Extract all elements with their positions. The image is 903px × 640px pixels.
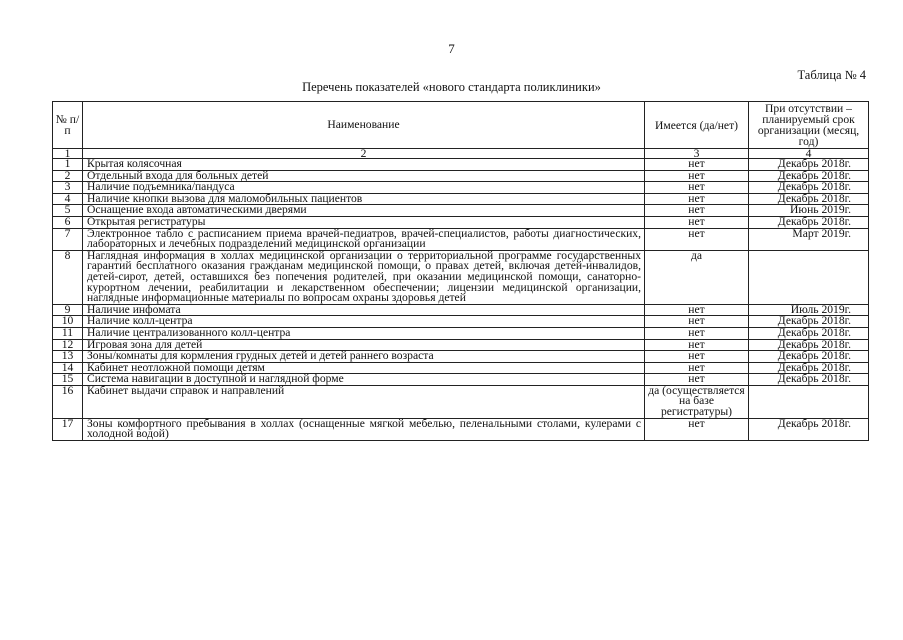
row-planned-date: Декабрь 2018г. [749,159,869,171]
row-name: Кабинет выдачи справок и направлений [83,385,645,418]
row-name: Открытая регистратуры [83,216,645,228]
row-name: Крытая колясочная [83,159,645,171]
row-planned-date: Март 2019г. [749,228,869,250]
row-available: нет [645,316,749,328]
row-available: нет [645,205,749,217]
header-num: № п/п [53,102,83,149]
row-name: Электронное табло с расписанием приема врачей-педиатров, врачей-специалистов, работы диагностических, лабораторных и лечебных подразделений медицинской организации [83,228,645,250]
row-name: Кабинет неотложной помощи детям [83,362,645,374]
row-number: 3 [53,182,83,194]
table-row [53,250,869,304]
row-number: 10 [53,316,83,328]
page-number: 7 [448,41,455,56]
row-available: нет [645,193,749,205]
row-number: 15 [53,374,83,386]
row-available: нет [645,304,749,316]
row-number: 11 [53,327,83,339]
document-title: Перечень показателей «нового стандарта поликлиники» [302,80,601,94]
row-available: нет [645,351,749,363]
row-planned-date: Декабрь 2018г. [749,193,869,205]
header-has: Имеется (да/нет) [645,102,749,149]
row-planned-date [749,250,869,304]
row-name: Наличие подъемника/пандуса [83,182,645,194]
table-label: Таблица № 4 [797,68,866,82]
table-body [53,159,869,441]
row-available: да (осуществляется на базе регистратуры) [645,385,749,418]
row-number: 5 [53,205,83,217]
row-number: 17 [53,418,83,440]
row-name: Зоны комфортного пребывания в холлах (оснащенные мягкой мебелью, пеленальными столами, кулерами с холодной водой) [83,418,645,440]
row-planned-date: Декабрь 2018г. [749,374,869,386]
row-number: 1 [53,159,83,171]
row-planned-date: Декабрь 2018г. [749,170,869,182]
row-number: 12 [53,339,83,351]
row-name: Наличие колл-центра [83,316,645,328]
row-number: 16 [53,385,83,418]
row-name: Наличие централизованного колл-центра [83,327,645,339]
row-name: Система навигации в доступной и наглядной форме [83,374,645,386]
row-number: 13 [53,351,83,363]
row-available: нет [645,327,749,339]
column-index: 1 [53,149,83,159]
row-number: 14 [53,362,83,374]
row-planned-date: Декабрь 2018г. [749,316,869,328]
row-available: нет [645,170,749,182]
row-available: нет [645,159,749,171]
column-index: 3 [645,149,749,159]
row-available: нет [645,228,749,250]
row-available: нет [645,374,749,386]
row-number: 2 [53,170,83,182]
row-planned-date: Декабрь 2018г. [749,327,869,339]
table-row [53,418,869,440]
header-term: При отсутствии – планируемый срок организации (месяц, год) [749,102,869,149]
column-index: 2 [83,149,645,159]
row-planned-date [749,385,869,418]
row-available: да [645,250,749,304]
indicators-table [52,101,869,441]
row-planned-date: Декабрь 2018г. [749,362,869,374]
row-number: 8 [53,250,83,304]
row-name: Отдельный входа для больных детей [83,170,645,182]
table-header-row [53,102,869,149]
row-planned-date: Июль 2019г. [749,304,869,316]
row-planned-date: Июнь 2019г. [749,205,869,217]
row-number: 6 [53,216,83,228]
row-number: 7 [53,228,83,250]
row-name: Игровая зона для детей [83,339,645,351]
row-number: 4 [53,193,83,205]
table-row [53,385,869,418]
row-planned-date: Декабрь 2018г. [749,339,869,351]
row-planned-date: Декабрь 2018г. [749,418,869,440]
row-planned-date: Декабрь 2018г. [749,216,869,228]
row-name: Наличие инфомата [83,304,645,316]
row-name: Зоны/комнаты для кормления грудных детей и детей раннего возраста [83,351,645,363]
row-name: Оснащение входа автоматическими дверями [83,205,645,217]
row-available: нет [645,216,749,228]
row-available: нет [645,339,749,351]
header-name: Наименование [83,102,645,149]
row-planned-date: Декабрь 2018г. [749,351,869,363]
row-planned-date: Декабрь 2018г. [749,182,869,194]
table-row [53,228,869,250]
row-number: 9 [53,304,83,316]
column-index: 4 [749,149,869,159]
row-name: Наглядная информация в холлах медицинской организации о территориальной программе государственных гарантий бесплатного оказания гражданам медицинской помощи, о правах детей, включая детей-инвалидов, детей-сирот, детей, оставшихся без попечения родителей, при оказании медицинской помощи, санаторно-курортном лечении, реабилитации и лекарственном обеспечении; лицензии медицинской организации, наглядные информационные материалы по вопросам охраны здоровья детей [83,250,645,304]
row-available: нет [645,182,749,194]
row-name: Наличие кнопки вызова для маломобильных пациентов [83,193,645,205]
row-available: нет [645,362,749,374]
row-available: нет [645,418,749,440]
